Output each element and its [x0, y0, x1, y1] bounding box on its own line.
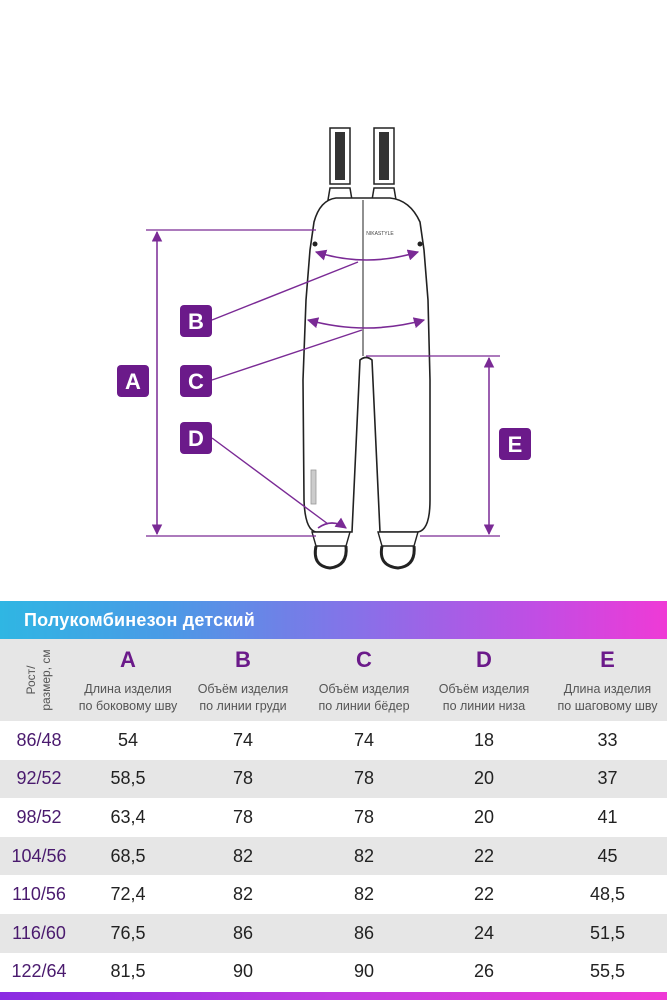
value-cell-d: 20 [420, 760, 548, 799]
column-header-a [78, 639, 178, 721]
column-letter: D [476, 647, 492, 672]
svg-text:E: E [507, 432, 523, 457]
size-header-cell [0, 639, 78, 721]
value-cell-c: 78 [353, 806, 375, 827]
column-letter: E [600, 647, 615, 672]
size-header-line1: Рост/ [24, 665, 38, 695]
strap-left [328, 128, 352, 200]
column-desc-line2: по шаговому шву [557, 699, 658, 713]
column-header-b [178, 639, 308, 721]
value-cell-b: 82 [232, 884, 254, 905]
column-header-c [308, 639, 420, 721]
size-table [0, 639, 667, 991]
size-cell: 116/60 [0, 914, 78, 953]
value-cell-e: 45 [548, 837, 667, 876]
column-desc-line1: Длина изделия [84, 682, 172, 696]
value-cell-b: 82 [178, 837, 308, 876]
value-cell-d: 22 [420, 837, 548, 876]
pants-outline [303, 198, 430, 532]
table-row [0, 875, 667, 914]
value-cell-c: 74 [353, 729, 375, 750]
foot-strap-left [312, 532, 350, 568]
value-cell-a: 81,5 [110, 961, 146, 982]
table-row [0, 798, 667, 837]
value-cell-d: 24 [420, 914, 548, 953]
column-letter: A [120, 647, 136, 672]
column-header-d [420, 639, 548, 721]
value-cell-e: 55,5 [589, 961, 626, 982]
column-desc-line1: Объём изделия [438, 682, 530, 696]
column-desc-line2: по линии груди [199, 699, 287, 713]
size-cell: 86/48 [16, 729, 62, 750]
column-desc-line2: по линии бёдер [318, 699, 410, 713]
svg-text:A: A [125, 369, 141, 394]
table-title: Полукомбинезон детский [24, 610, 256, 630]
column-header-e [548, 639, 667, 721]
size-header-line2: размер, см [39, 649, 53, 711]
value-cell-a: 76,5 [78, 914, 178, 953]
label-d-badge [180, 422, 212, 454]
value-cell-d: 18 [473, 729, 495, 750]
value-cell-e: 41 [597, 806, 618, 827]
column-desc-line1: Длина изделия [563, 682, 652, 696]
value-cell-a: 63,4 [110, 806, 146, 827]
table-header-row [0, 639, 667, 721]
table-title-bar [0, 601, 667, 639]
size-cell: 122/64 [11, 961, 67, 982]
value-cell-a: 72,4 [110, 884, 146, 905]
table-row [0, 837, 667, 876]
brand-text: NIKASTYLE [366, 231, 394, 237]
table-row [0, 953, 667, 992]
column-desc-line2: по линии низа [442, 699, 526, 713]
label-c-badge [180, 365, 212, 397]
foot-strap-right [378, 532, 418, 568]
value-cell-e: 48,5 [589, 884, 626, 905]
column-desc-line1: Объём изделия [318, 682, 410, 696]
value-cell-d: 26 [473, 961, 495, 982]
value-cell-e: 37 [548, 760, 667, 799]
size-cell: 104/56 [0, 837, 78, 876]
svg-text:C: C [188, 369, 204, 394]
value-cell-e: 33 [597, 729, 618, 750]
value-cell-c: 90 [353, 961, 375, 982]
size-cell: 92/52 [0, 760, 78, 799]
table-row [0, 760, 667, 799]
svg-text:D: D [188, 426, 204, 451]
strap-right [372, 128, 396, 200]
bottom-accent-bar [0, 992, 667, 1000]
value-cell-b: 78 [232, 806, 254, 827]
value-cell-a: 58,5 [78, 760, 178, 799]
reflector-stripe [311, 470, 316, 504]
size-cell: 98/52 [16, 806, 62, 827]
value-cell-c: 82 [353, 884, 375, 905]
table-row [0, 721, 667, 760]
value-cell-c: 82 [308, 837, 420, 876]
label-b-badge [180, 305, 212, 337]
column-desc-line1: Объём изделия [197, 682, 289, 696]
size-cell: 110/56 [12, 884, 66, 905]
value-cell-b: 74 [232, 729, 254, 750]
column-letter: C [356, 647, 372, 672]
svg-text:B: B [188, 309, 204, 334]
column-letter: B [235, 647, 251, 672]
column-desc-line2: по боковому шву [78, 699, 178, 713]
value-cell-b: 78 [178, 760, 308, 799]
value-cell-d: 20 [473, 806, 495, 827]
value-cell-d: 22 [473, 884, 495, 905]
label-e-badge [499, 428, 531, 460]
value-cell-b: 86 [178, 914, 308, 953]
value-cell-c: 78 [308, 760, 420, 799]
label-a-badge [117, 365, 149, 397]
value-cell-a: 68,5 [78, 837, 178, 876]
value-cell-c: 86 [308, 914, 420, 953]
value-cell-a: 54 [117, 729, 139, 750]
value-cell-b: 90 [232, 961, 254, 982]
value-cell-e: 51,5 [548, 914, 667, 953]
table-row [0, 914, 667, 953]
